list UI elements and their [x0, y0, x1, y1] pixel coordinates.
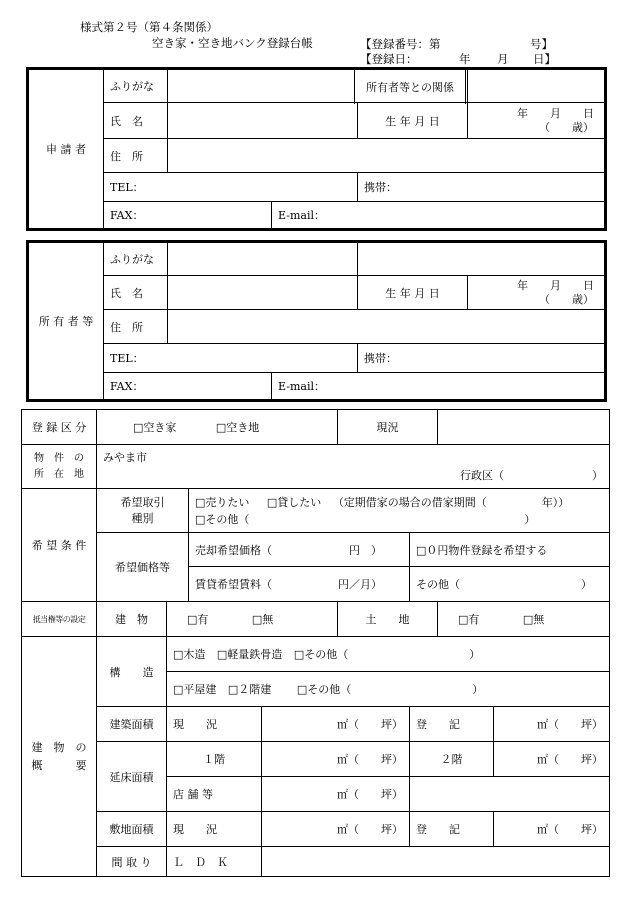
conditions-label: 希 望 条 件 [22, 489, 97, 602]
owner-birth-age: （ 歳） [539, 292, 594, 306]
price-label: 希望価格等 [97, 533, 189, 602]
mortgage-land-options [438, 602, 610, 637]
location-label-line2: 所 在 地 [34, 468, 84, 480]
owner-address-field[interactable] [168, 310, 606, 344]
site-area-label: 敷地面積 [97, 812, 167, 847]
site-area-registered-label: 登 記 [410, 812, 494, 847]
layout-field[interactable] [262, 847, 610, 877]
structure-options [167, 637, 610, 672]
floor1-label: １階 [167, 742, 262, 777]
site-area-actual-field[interactable]: ㎡（ 坪） [262, 812, 410, 847]
site-area-actual-label: 現 況 [167, 812, 262, 847]
light-steel-checkbox[interactable]: □軽量鉄骨造 [216, 648, 283, 661]
site-area-registered-field[interactable]: ㎡（ 坪） [494, 812, 610, 847]
sell-checkbox[interactable]: □売りたい [195, 495, 250, 509]
mortgage-building-no[interactable]: □無 [251, 613, 274, 626]
location-district: 行政区（ ） [460, 468, 603, 482]
floor2-area-field[interactable]: ㎡（ 坪） [494, 742, 610, 777]
overview-label [22, 637, 97, 877]
building-area-label: 建築面積 [97, 707, 167, 742]
wood-checkbox[interactable]: □木造 [173, 648, 206, 661]
mortgage-building-label: 建 物 [97, 602, 167, 637]
location-city: みやま市 [103, 450, 147, 464]
trade-type-label-line1: 希望取引 [120, 495, 165, 509]
applicant-birth-label: 生 年 月 日 [358, 103, 468, 139]
owner-name-field[interactable] [168, 276, 358, 310]
structure-label: 構 造 [97, 637, 167, 707]
owner-birth-field[interactable] [468, 276, 606, 310]
registration-date-month: 月 [497, 52, 509, 66]
owner-name-label: 氏 名 [104, 276, 168, 310]
rent-price-field[interactable]: 賃貸希望賃料（ 円／月） [189, 567, 410, 602]
mortgage-building-yes[interactable]: □有 [187, 613, 209, 626]
applicant-section-label: 申 請 者 [28, 69, 104, 230]
lease-period-field[interactable]: （定期借家の場合の借家期間（ 年）） [332, 495, 570, 509]
status-field[interactable] [438, 410, 610, 445]
applicant-name-label: 氏 名 [104, 103, 168, 139]
zero-yen-checkbox[interactable]: □０円物件登録を希望する [410, 533, 610, 567]
applicant-email-field[interactable]: E-mail： [272, 202, 606, 230]
form-title: 空き家・空き地バンク登録台帳 [152, 36, 313, 50]
status-label: 現況 [338, 410, 438, 445]
vacant-house-checkbox[interactable]: □空き家 [133, 421, 177, 434]
registration-date-label: 【登録日： [360, 52, 418, 66]
building-area-actual-label: 現 況 [167, 707, 262, 742]
building-area-actual-field[interactable]: ㎡（ 坪） [262, 707, 410, 742]
owner-fax-field[interactable]: FAX： [104, 373, 272, 401]
vacant-land-checkbox[interactable]: □空き地 [215, 421, 260, 434]
owner-email-field[interactable]: E-mail： [272, 373, 606, 401]
ldk-label: Ｌ Ｄ Ｋ [167, 847, 262, 877]
form-number: 様式第２号（第４条関係） [80, 20, 218, 34]
lend-checkbox[interactable]: □貸したい [266, 495, 322, 509]
applicant-tel-field[interactable]: TEL： [104, 173, 358, 202]
applicant-relation-label: 所有者等との関係 [354, 70, 466, 104]
applicant-birth-age: （ 歳） [539, 120, 595, 134]
owner-furigana-label: ふりがな [104, 242, 168, 276]
floor-other-checkbox[interactable]: □その他（ ） [296, 683, 484, 696]
registration-number-label: 【登録番号：第 [360, 37, 441, 51]
shop-blank [410, 777, 610, 812]
owner-birth-label: 生 年 月 日 [358, 276, 468, 310]
owner-furigana-extra[interactable] [358, 242, 606, 276]
building-area-registered-label: 登 記 [410, 707, 494, 742]
owner-table [26, 240, 607, 402]
floor2-label: ２階 [410, 742, 494, 777]
applicant-fax-field[interactable]: FAX： [104, 202, 272, 230]
registration-date-year: 年 [459, 52, 471, 66]
owner-address-label: 住 所 [104, 310, 168, 344]
owner-section-label: 所 有 者 等 [28, 242, 104, 401]
layout-label: 間 取 り [97, 847, 167, 877]
mortgage-building-options [167, 602, 338, 637]
other-price-field[interactable]: その他（ ） [410, 567, 610, 602]
floor-options [167, 672, 610, 707]
owner-birth-ymd: 年 月 日 [517, 278, 594, 292]
mortgage-land-no[interactable]: □無 [522, 613, 545, 626]
shop-area-field[interactable]: ㎡（ 坪） [262, 777, 410, 812]
property-table [21, 409, 610, 877]
owner-furigana-field[interactable] [168, 242, 358, 276]
location-field[interactable] [97, 445, 610, 489]
struct-other-checkbox[interactable]: □その他（ ） [293, 648, 481, 661]
registration-date-day: 日】 [533, 52, 556, 66]
mortgage-land-yes[interactable]: □有 [458, 613, 480, 626]
shop-label: 店 舗 等 [167, 777, 262, 812]
trade-type-options [189, 489, 610, 533]
owner-tel-field[interactable]: TEL： [104, 344, 358, 373]
mortgage-label: 抵当権等の設定 [22, 602, 97, 637]
applicant-birth-field[interactable] [468, 103, 606, 139]
applicant-mobile-field[interactable]: 携帯： [358, 173, 606, 202]
mortgage-land-label: 土 地 [338, 602, 438, 637]
registration-number-suffix: 号】 [530, 37, 553, 51]
trade-other-checkbox[interactable]: □その他（ ） [195, 512, 536, 526]
trade-type-label-line2: 種別 [131, 511, 154, 525]
two-story-checkbox[interactable]: □２階建 [227, 683, 272, 696]
reg-category-options [97, 410, 338, 445]
location-label [22, 445, 97, 489]
applicant-furigana-label: ふりがな [104, 69, 168, 103]
trade-type-label [97, 489, 189, 533]
applicant-birth-ymd: 年 月 日 [517, 106, 595, 120]
applicant-table [26, 67, 607, 231]
applicant-address-field[interactable] [168, 139, 606, 173]
reg-category-label: 登 録 区 分 [22, 410, 97, 445]
applicant-address-label: 住 所 [104, 139, 168, 173]
sale-price-field[interactable]: 売却希望価格（ 円 ） [189, 533, 410, 567]
overview-label-line1: 建 物 の [31, 740, 87, 754]
floor-area-label: 延床面積 [97, 742, 167, 812]
location-label-line1: 物 件 の [34, 452, 84, 464]
one-story-checkbox[interactable]: □平屋建 [173, 683, 217, 696]
owner-mobile-field[interactable]: 携帯： [358, 344, 606, 373]
building-area-registered-field[interactable]: ㎡（ 坪） [494, 707, 610, 742]
floor1-area-field[interactable]: ㎡（ 坪） [262, 742, 410, 777]
overview-label-line2: 概 要 [31, 758, 87, 772]
applicant-name-field[interactable] [168, 103, 358, 139]
